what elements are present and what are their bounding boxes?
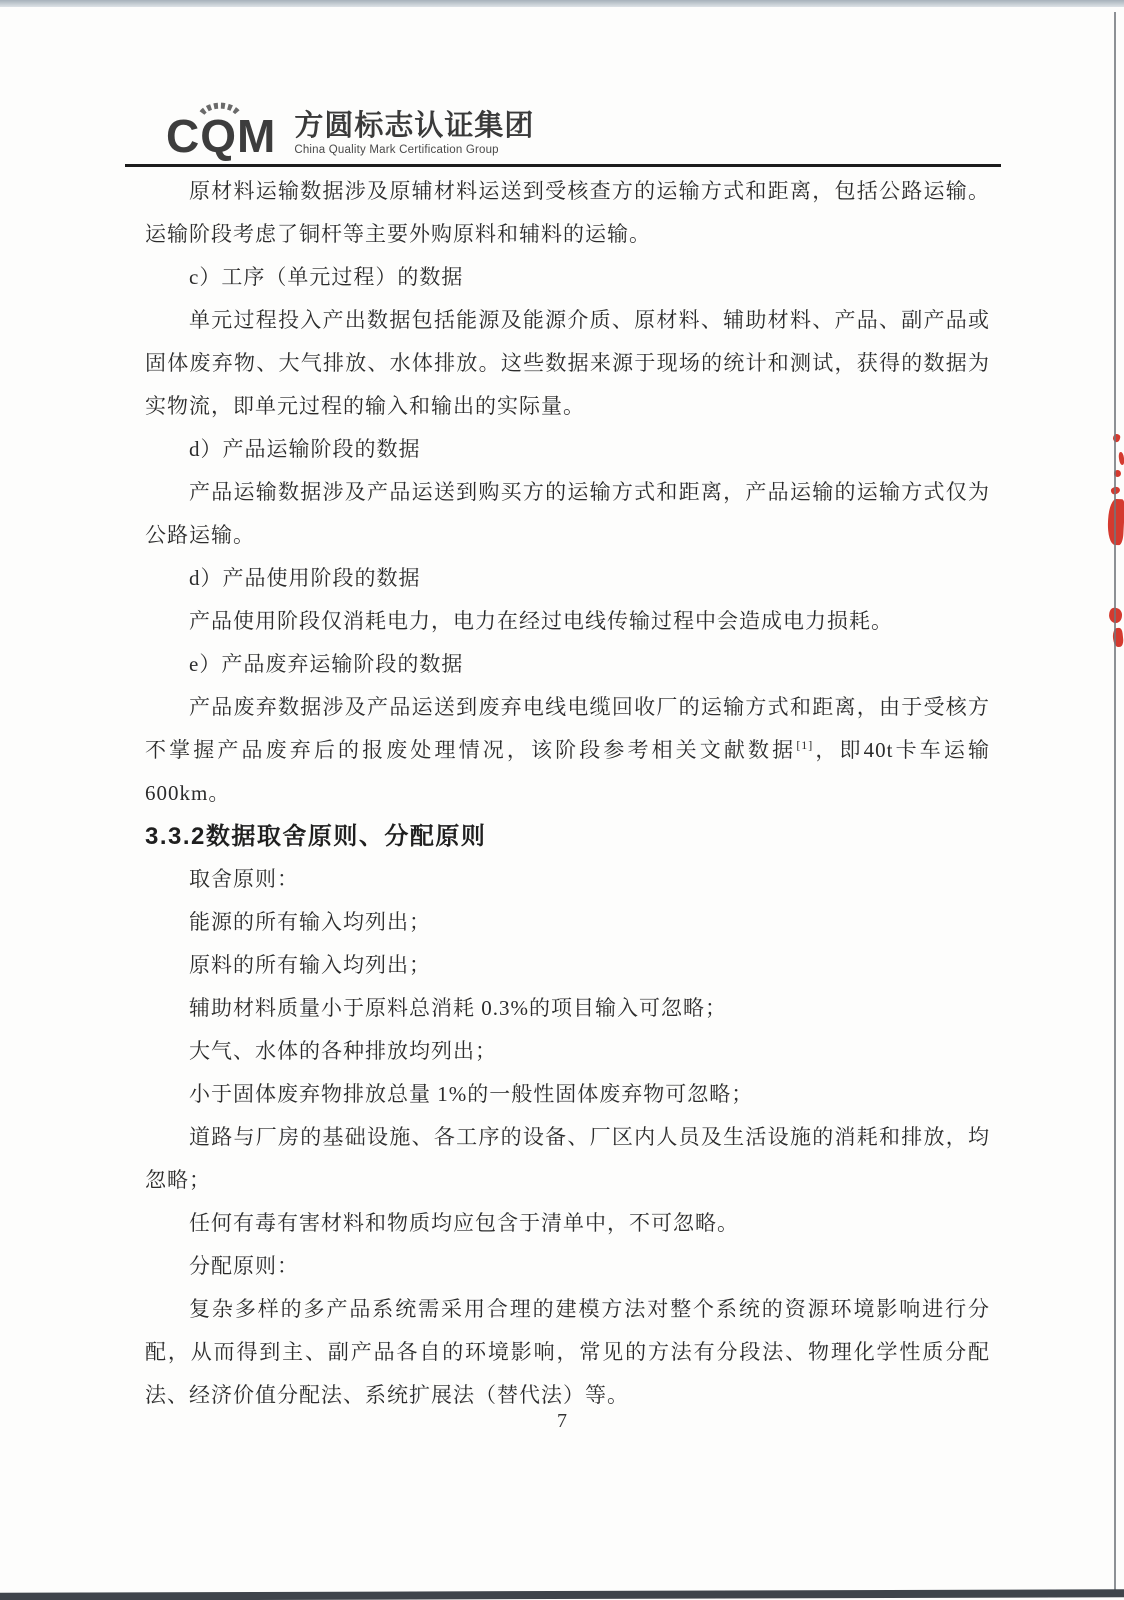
list-item-emissions-listed: 大气、水体的各种排放均列出； <box>189 1039 497 1063</box>
list-item-raw-inputs: 原料的所有输入均列出； <box>189 953 431 977</box>
logo-acronym <box>166 102 277 162</box>
paragraph-infrastructure-ignored: 道路与厂房的基础设施、各工序的设备、厂区内人员及生活设施的消耗和排放，均忽略； <box>145 1125 990 1192</box>
scan-edge-bottom <box>0 1589 1124 1600</box>
logo-acronym-text: CQM <box>166 110 277 162</box>
paragraph-disposal-data <box>145 686 990 815</box>
list-item-toxic-materials: 任何有毒有害材料和物质均应包含于清单中，不可忽略。 <box>189 1211 739 1235</box>
paragraph-product-use: 产品使用阶段仅消耗电力，电力在经过电线传输过程中会造成电力损耗。 <box>189 609 893 633</box>
list-item-aux-materials: 辅助材料质量小于原料总消耗 0.3%的项目输入可忽略； <box>189 996 727 1020</box>
section-heading-3-3-2: 3.3.2数据取舍原则、分配原则 <box>145 823 487 850</box>
list-item-e-disposal-transport: e）产品废弃运输阶段的数据 <box>189 652 464 676</box>
logo-wordmark <box>294 102 534 156</box>
scan-edge-right <box>1114 12 1116 1594</box>
red-seal-fragment <box>1118 452 1124 466</box>
list-item-d-product-transport: d）产品运输阶段的数据 <box>189 437 421 461</box>
list-item-c-process-data: c）工序（单元过程）的数据 <box>189 265 464 289</box>
paragraph-text: 产品废弃数据涉及产品运送到废弃电线电缆回收厂的运输方式和距离，由于受核方不掌握产品废弃后的报废处理情况，该阶段参考相关文献数据 <box>145 695 990 762</box>
logo-arc-icon <box>196 98 244 116</box>
logo-name-en: China Quality Mark Certification Group <box>294 144 499 156</box>
paragraph-raw-material-transport: 原材料运输数据涉及原辅材料运送到受核查方的运输方式和距离，包括公路运输。运输阶段考虑了铜杆等主要外购原料和辅料的运输。 <box>145 179 990 246</box>
page-number: 7 <box>557 1410 567 1432</box>
list-item-allocation-principle: 分配原则： <box>189 1254 299 1278</box>
header-divider <box>125 164 1001 167</box>
paragraph-allocation-methods: 复杂多样的多产品系统需采用合理的建模方法对整个系统的资源环境影响进行分配，从而得到主、副产品各自的环境影响，常见的方法有分段法、物理化学性质分配法、经济价值分配法、系统扩展法（替代法）等。 <box>145 1297 990 1407</box>
list-item-d-product-use: d）产品使用阶段的数据 <box>189 566 421 590</box>
citation-reference: [1] <box>796 738 814 752</box>
cqm-logo <box>166 102 535 162</box>
paragraph-unit-process-data: 单元过程投入产出数据包括能源及能源介质、原材料、辅助材料、产品、副产品或固体废弃物、大气排放、水体排放。这些数据来源于现场的统计和测试，获得的数据为实物流，即单元过程的输入和输出的实际量。 <box>145 308 990 418</box>
paragraph-product-transport: 产品运输数据涉及产品运送到购买方的运输方式和距离，产品运输的运输方式仅为公路运输。 <box>145 480 990 547</box>
paragraph-text: ，即40t卡车运输600km。 <box>145 738 991 805</box>
scan-edge-top <box>0 0 1124 7</box>
list-item-solid-waste: 小于固体废弃物排放总量 1%的一般性固体废弃物可忽略； <box>189 1082 754 1106</box>
document-body <box>145 170 990 1417</box>
list-item-energy-inputs: 能源的所有输入均列出； <box>189 910 431 934</box>
list-item-cutoff-principle: 取舍原则： <box>189 867 299 891</box>
logo-name-cn: 方圆标志认证集团 <box>294 110 535 142</box>
